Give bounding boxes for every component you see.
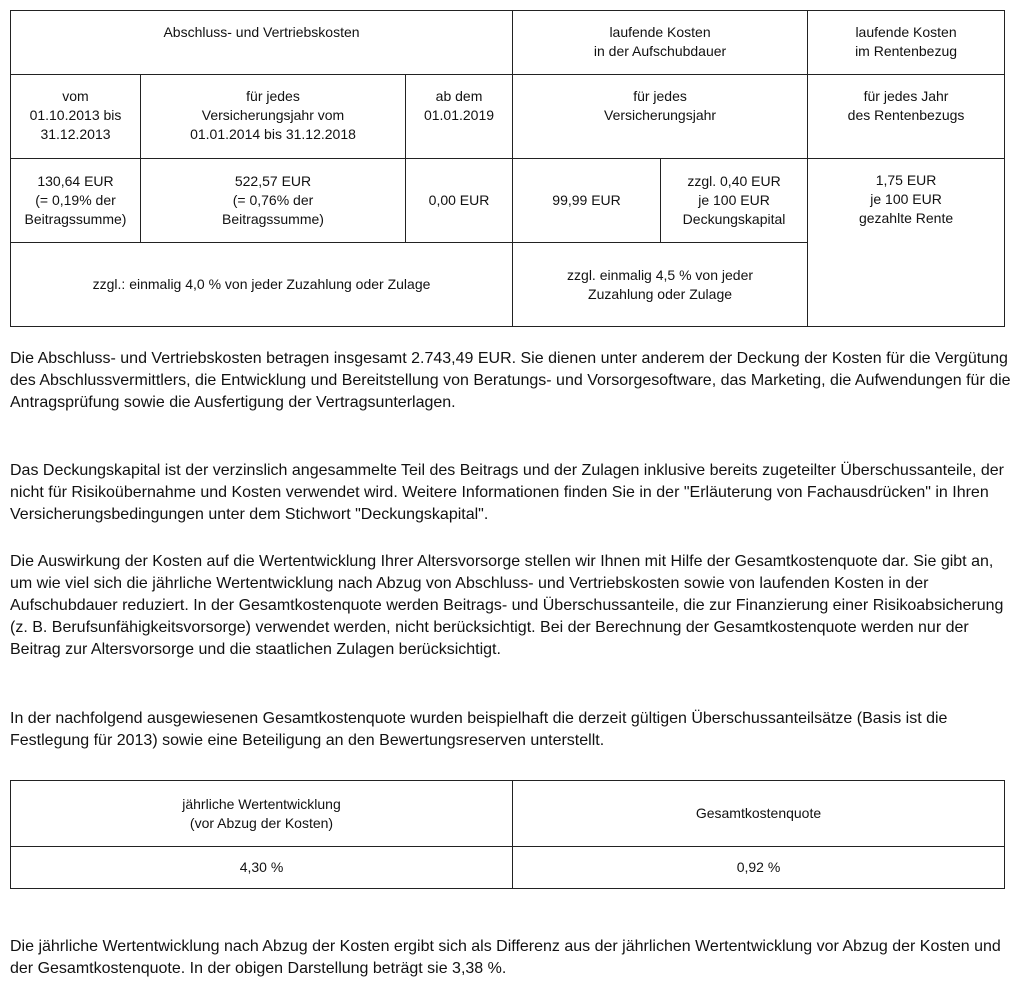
paragraph-acquisition-costs: Die Abschluss- und Vertriebskosten betragen insgesamt 2.743,49 EUR. Sie dienen unter anderem der Deckung der Kosten für die Vergütung des Abschlussvermittlers, die Entwicklung und Bereitstellung von Beratungs- und Vorsorgesoftware, das Marketing, die Aufwendungen für die Antragsprüfung sowie die Ausfertigung der Vertragsunterlagen.	[10, 350, 1011, 411]
header-acquisition-costs: Abschluss- und Vertriebskosten	[11, 11, 513, 75]
extra-acquisition-surcharge: zzgl.: einmalig 4,0 % von jeder Zuzahlung oder Zulage	[11, 243, 513, 327]
value-pension: 1,75 EUR je 100 EUR gezahlte Rente	[808, 159, 1005, 327]
header-running-costs-deferral: laufende Kosten in der Aufschubdauer	[513, 11, 808, 75]
subheader-deferral-year: für jedes Versicherungsjahr	[513, 75, 808, 159]
subheader-pension-year: für jedes Jahr des Rentenbezugs	[808, 75, 1005, 159]
value-period-2014-2018: 522,57 EUR (= 0,76% der Beitragssumme)	[141, 159, 406, 243]
paragraph-coverage-capital: Das Deckungskapital ist der verzinslich angesammelte Teil des Beitrags und der Zulagen inklusive bereits zugeteilter Überschussanteile, der nicht für Risikoübernahme und Kosten verwendet wird. Weitere Informationen finden Sie in der "Erläuterung von Fachausdrücken" in Ihren Versicherungsbedingungen unter dem Stichwort "Deckungskapital".	[10, 462, 1004, 523]
value-deferral-fixed: 99,99 EUR	[513, 159, 661, 243]
header-running-costs-pension: laufende Kosten im Rentenbezug	[808, 11, 1005, 75]
header-total-cost-ratio: Gesamtkostenquote	[513, 781, 1005, 847]
extra-deferral-surcharge: zzgl. einmalig 4,5 % von jeder Zuzahlung oder Zulage	[513, 243, 808, 327]
value-annual-growth: 4,30 %	[11, 847, 513, 889]
value-period-2013: 130,64 EUR (= 0,19% der Beitragssumme)	[11, 159, 141, 243]
paragraph-assumptions: In der nachfolgend ausgewiesenen Gesamtkostenquote wurden beispielhaft die derzeit gültigen Überschussanteilsätze (Basis ist die Festlegung für 2013) sowie eine Beteiligung an den Bewertungsreserven unterstellt.	[10, 710, 948, 749]
paragraph-total-cost-ratio: Die Auswirkung der Kosten auf die Wertentwicklung Ihrer Altersvorsorge stellen wir Ihnen mit Hilfe der Gesamtkostenquote dar. Sie gibt an, um wie viel sich die jährliche Wertentwicklung nach Abzug von Abschluss- und Vertriebskosten sowie von laufenden Kosten in der Aufschubdauer reduziert. In der Gesamtkostenquote werden Beitrags- und Überschussanteile, die zur Finanzierung einer Risikoabsicherung (z. B. Berufsunfähigkeitsvorsorge) verwendet werden, nicht berücksichtigt. Bei der Berechnung der Gesamtkostenquote werden nur der Beitrag zur Altersvorsorge und die staatlichen Zulagen berücksichtigt.	[10, 553, 1004, 658]
value-total-cost-ratio: 0,92 %	[513, 847, 1005, 889]
cost-table	[10, 10, 1005, 327]
subheader-period-2014-2018: für jedes Versicherungsjahr vom 01.01.2014 bis 31.12.2018	[141, 75, 406, 159]
subheader-period-2019: ab dem 01.01.2019	[406, 75, 513, 159]
subheader-period-2013: vom 01.10.2013 bis 31.12.2013	[11, 75, 141, 159]
value-period-2019: 0,00 EUR	[406, 159, 513, 243]
header-annual-growth: jährliche Wertentwicklung (vor Abzug der Kosten)	[11, 781, 513, 847]
paragraph-net-growth: Die jährliche Wertentwicklung nach Abzug der Kosten ergibt sich als Differenz aus der jährlichen Wertentwicklung vor Abzug der Kosten und der Gesamtkostenquote. In der obigen Darstellung beträgt sie 3,38 %.	[10, 938, 1001, 977]
cost-ratio-table	[10, 780, 1005, 889]
value-deferral-capital: zzgl. 0,40 EUR je 100 EUR Deckungskapital	[661, 159, 808, 243]
